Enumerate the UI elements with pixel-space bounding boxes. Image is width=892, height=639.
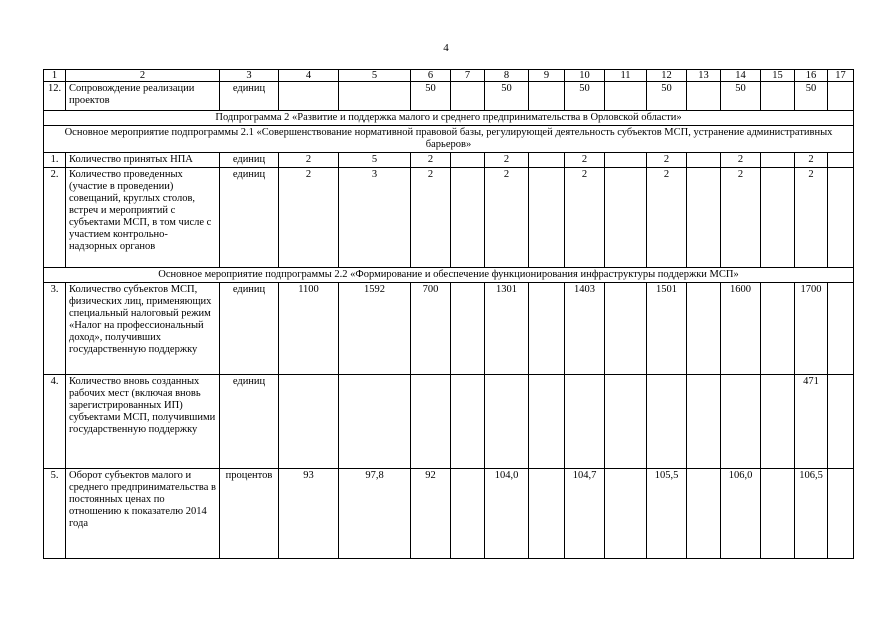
value-cell (451, 153, 485, 168)
value-cell (529, 168, 565, 268)
column-number: 15 (761, 70, 795, 82)
section-title: Основное мероприятие подпрограммы 2.1 «Совершенствование нормативной правовой базы, регулирующей деятельность субъектов МСП, устранение административных барьеров» (44, 126, 854, 153)
value-cell: 2 (795, 153, 828, 168)
column-number: 9 (529, 70, 565, 82)
value-cell: 1501 (647, 283, 687, 375)
value-cell (529, 283, 565, 375)
value-cell: 1700 (795, 283, 828, 375)
value-cell (647, 375, 687, 469)
page-number: 4 (443, 42, 449, 54)
value-cell: 50 (565, 82, 605, 111)
column-number: 8 (485, 70, 529, 82)
value-cell (339, 375, 411, 469)
indicator-name: Количество субъектов МСП, физических лиц, применяющих специальный налоговый режим «Налог на профессиональный доход», получивших государственную поддержку (66, 283, 220, 375)
value-cell: 50 (647, 82, 687, 111)
table-row (44, 168, 854, 268)
value-cell (605, 82, 647, 111)
value-cell (451, 469, 485, 559)
value-cell (687, 469, 721, 559)
value-cell (451, 82, 485, 111)
value-cell (687, 153, 721, 168)
value-cell: 2 (647, 168, 687, 268)
value-cell (485, 375, 529, 469)
indicators-table (43, 69, 854, 559)
section-header-row (44, 111, 854, 126)
value-cell (529, 469, 565, 559)
row-number: 2. (44, 168, 66, 268)
column-number: 16 (795, 70, 828, 82)
table-row (44, 153, 854, 168)
row-number: 5. (44, 469, 66, 559)
value-cell (451, 283, 485, 375)
unit-cell: единиц (220, 153, 279, 168)
column-number: 6 (411, 70, 451, 82)
value-cell (451, 168, 485, 268)
value-cell (761, 375, 795, 469)
value-cell: 2 (411, 153, 451, 168)
value-cell: 2 (485, 168, 529, 268)
table-body (44, 70, 854, 559)
value-cell: 1100 (279, 283, 339, 375)
row-number: 3. (44, 283, 66, 375)
column-number: 3 (220, 70, 279, 82)
value-cell (411, 375, 451, 469)
value-cell: 700 (411, 283, 451, 375)
value-cell: 2 (485, 153, 529, 168)
value-cell (761, 469, 795, 559)
value-cell (529, 82, 565, 111)
column-number: 10 (565, 70, 605, 82)
value-cell (687, 375, 721, 469)
value-cell: 1600 (721, 283, 761, 375)
value-cell: 2 (647, 153, 687, 168)
table-row (44, 469, 854, 559)
value-cell: 50 (795, 82, 828, 111)
value-cell (687, 82, 721, 111)
unit-cell: единиц (220, 168, 279, 268)
column-number: 1 (44, 70, 66, 82)
unit-cell: единиц (220, 283, 279, 375)
value-cell (605, 168, 647, 268)
value-cell (828, 153, 854, 168)
value-cell (828, 283, 854, 375)
value-cell (828, 375, 854, 469)
value-cell: 2 (795, 168, 828, 268)
value-cell: 2 (721, 168, 761, 268)
column-number: 4 (279, 70, 339, 82)
unit-cell: процентов (220, 469, 279, 559)
value-cell: 106,0 (721, 469, 761, 559)
indicator-name: Количество вновь созданных рабочих мест (включая вновь зарегистрированных ИП) субъектами МСП, получившими государственную поддержку (66, 375, 220, 469)
value-cell (687, 283, 721, 375)
value-cell (828, 469, 854, 559)
value-cell (687, 168, 721, 268)
section-title: Подпрограмма 2 «Развитие и поддержка малого и среднего предпринимательства в Орловской области» (44, 111, 854, 126)
value-cell: 2 (279, 153, 339, 168)
value-cell: 2 (565, 168, 605, 268)
value-cell: 471 (795, 375, 828, 469)
value-cell: 106,5 (795, 469, 828, 559)
value-cell (451, 375, 485, 469)
value-cell: 50 (721, 82, 761, 111)
value-cell: 2 (279, 168, 339, 268)
section-title: Основное мероприятие подпрограммы 2.2 «Формирование и обеспечение функционирования инфраструктуры поддержки МСП» (44, 268, 854, 283)
value-cell: 1592 (339, 283, 411, 375)
column-number: 13 (687, 70, 721, 82)
value-cell (761, 283, 795, 375)
column-number: 17 (828, 70, 854, 82)
value-cell: 104,0 (485, 469, 529, 559)
value-cell (529, 375, 565, 469)
value-cell (529, 153, 565, 168)
row-number: 1. (44, 153, 66, 168)
table-row (44, 82, 854, 111)
value-cell: 5 (339, 153, 411, 168)
value-cell (565, 375, 605, 469)
indicator-name: Сопровождение реализации проектов (66, 82, 220, 111)
value-cell: 92 (411, 469, 451, 559)
value-cell: 97,8 (339, 469, 411, 559)
value-cell (761, 153, 795, 168)
value-cell: 105,5 (647, 469, 687, 559)
value-cell (605, 375, 647, 469)
value-cell (761, 82, 795, 111)
value-cell: 3 (339, 168, 411, 268)
value-cell: 1301 (485, 283, 529, 375)
column-number: 12 (647, 70, 687, 82)
table-row (44, 283, 854, 375)
indicator-name: Оборот субъектов малого и среднего предпринимательства в постоянных ценах по отношению к показателю 2014 года (66, 469, 220, 559)
value-cell: 1403 (565, 283, 605, 375)
value-cell (828, 82, 854, 111)
value-cell (828, 168, 854, 268)
unit-cell: единиц (220, 375, 279, 469)
value-cell: 104,7 (565, 469, 605, 559)
column-number: 11 (605, 70, 647, 82)
value-cell (721, 375, 761, 469)
value-cell: 50 (411, 82, 451, 111)
section-header-row (44, 126, 854, 153)
value-cell (279, 82, 339, 111)
value-cell (761, 168, 795, 268)
indicator-name: Количество принятых НПА (66, 153, 220, 168)
column-number: 7 (451, 70, 485, 82)
value-cell: 2 (565, 153, 605, 168)
header-row (44, 70, 854, 82)
value-cell: 93 (279, 469, 339, 559)
row-number: 12. (44, 82, 66, 111)
value-cell (605, 283, 647, 375)
row-number: 4. (44, 375, 66, 469)
value-cell (605, 469, 647, 559)
section-header-row (44, 268, 854, 283)
table-row (44, 375, 854, 469)
column-number: 2 (66, 70, 220, 82)
value-cell: 2 (411, 168, 451, 268)
value-cell (339, 82, 411, 111)
value-cell: 50 (485, 82, 529, 111)
value-cell (279, 375, 339, 469)
column-number: 14 (721, 70, 761, 82)
column-number: 5 (339, 70, 411, 82)
indicator-name: Количество проведенных (участие в проведении) совещаний, круглых столов, встреч и мероприятий с субъектами МСП, в том числе с участием контрольно-надзорных органов (66, 168, 220, 268)
value-cell: 2 (721, 153, 761, 168)
value-cell (605, 153, 647, 168)
unit-cell: единиц (220, 82, 279, 111)
